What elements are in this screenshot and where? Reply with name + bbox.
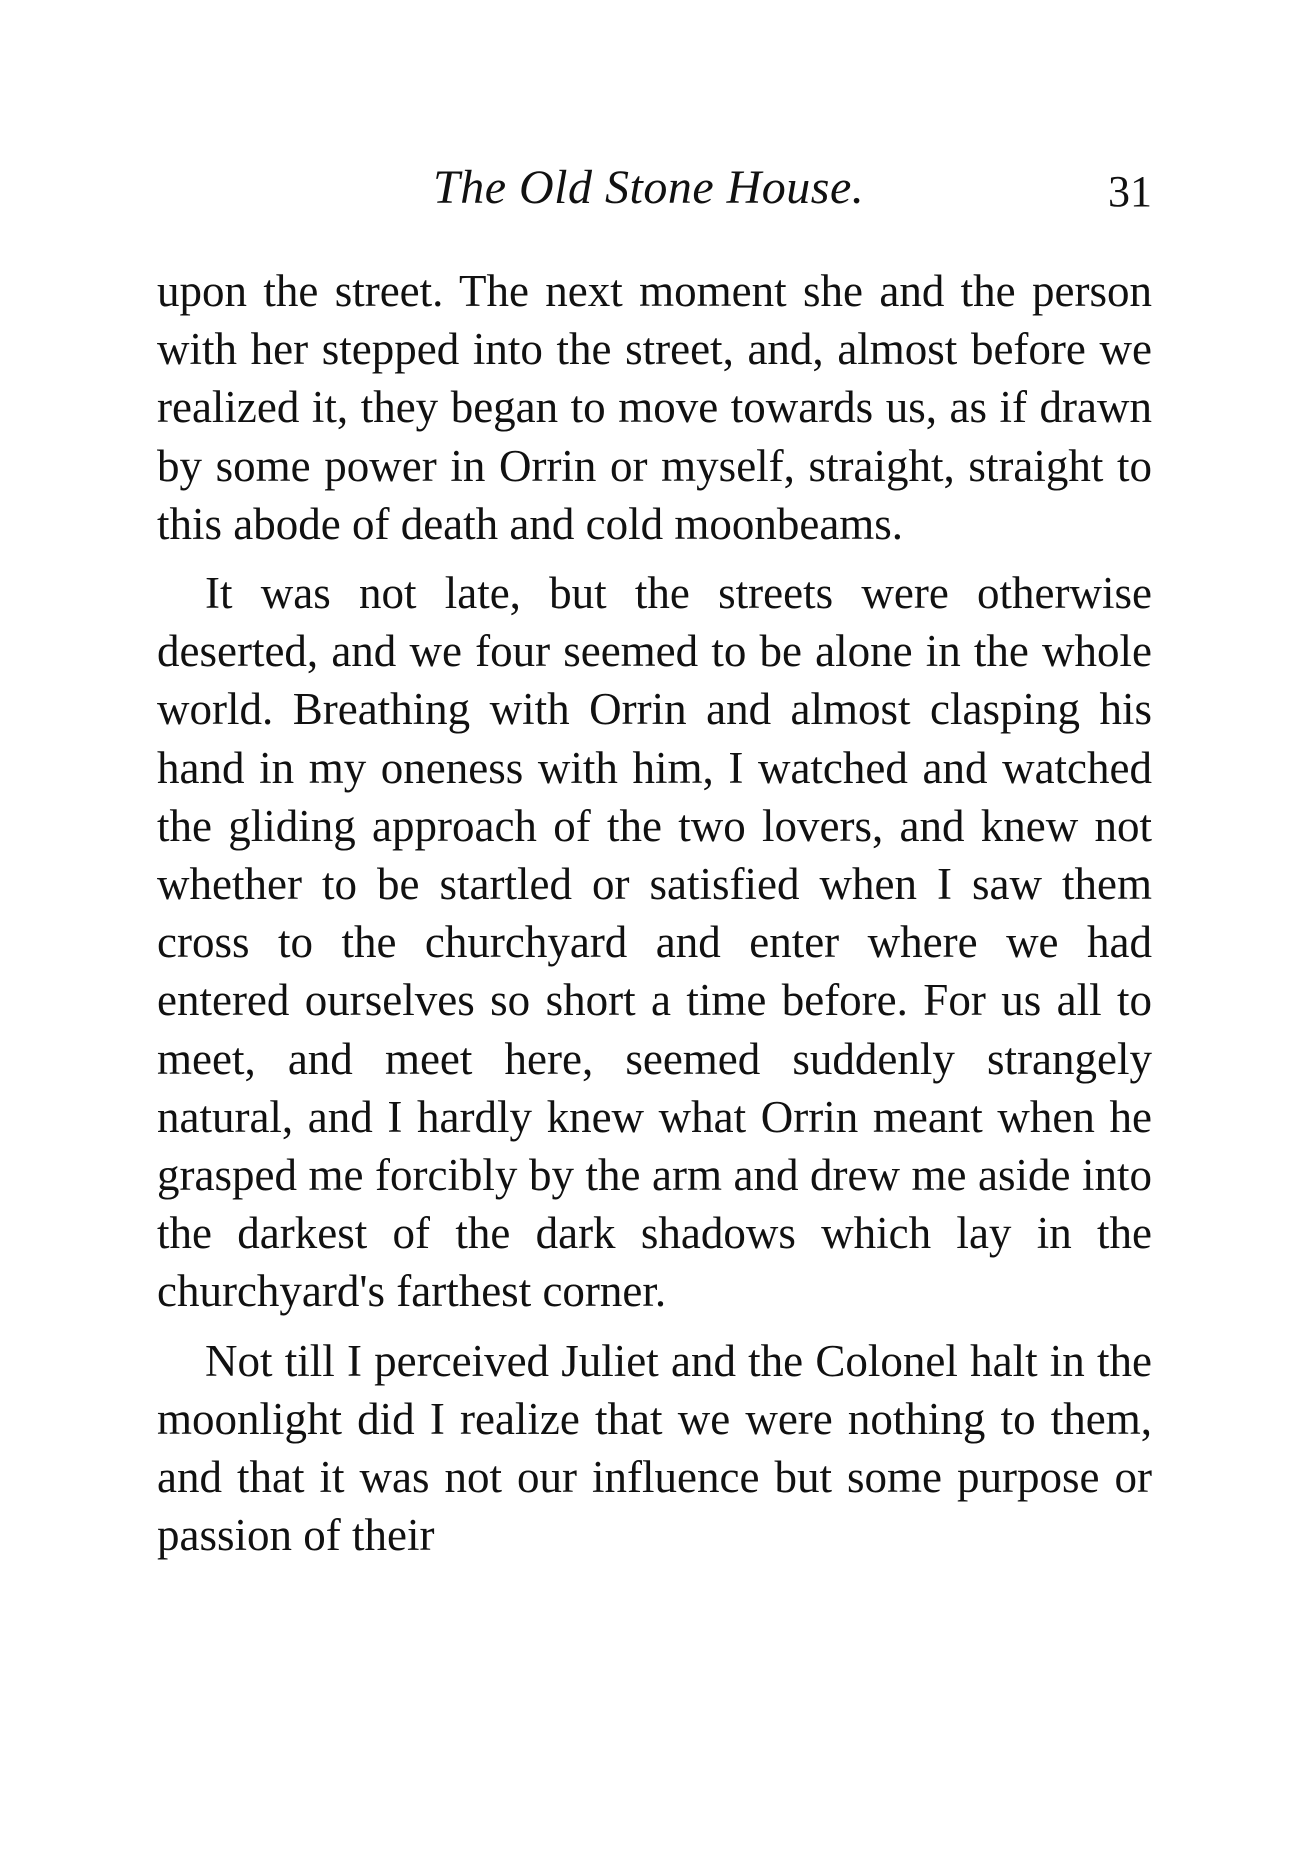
page-number: 31 [1108,167,1152,216]
running-head [157,158,1152,218]
paragraph: It was not late, but the streets were otherwise deserted, and we four seemed to be alone in the whole world. Breathing with Orrin and almost clasping his hand in my oneness with him, I watched and watched the gliding approach of the two lovers, and knew not whether to be startled or satisfied when I saw them cross to the churchyard and enter where we had entered ourselves so short a time before. For us all to meet, and meet here, seemed suddenly strangely natural, and I hardly knew what Orrin meant when he grasped me forcibly by the arm and drew me aside into the darkest of the dark shadows which lay in the churchyard's farthest corner. [157,568,1152,1317]
body-text [157,262,1152,1564]
paragraph: Not till I perceived Juliet and the Colonel halt in the moonlight did I realize that we were nothing to them, and that it was not our influence but some purpose or passion of their [157,1335,1152,1561]
paragraph-continued: upon the street. The next moment she and the person with her stepped into the street, and, almost before we realized it, they began to move towards us, as if drawn by some power in Orrin or myself, straight, straight to this abode of death and cold moonbeams. [157,266,1152,549]
running-title: The Old Stone House. [433,161,865,214]
